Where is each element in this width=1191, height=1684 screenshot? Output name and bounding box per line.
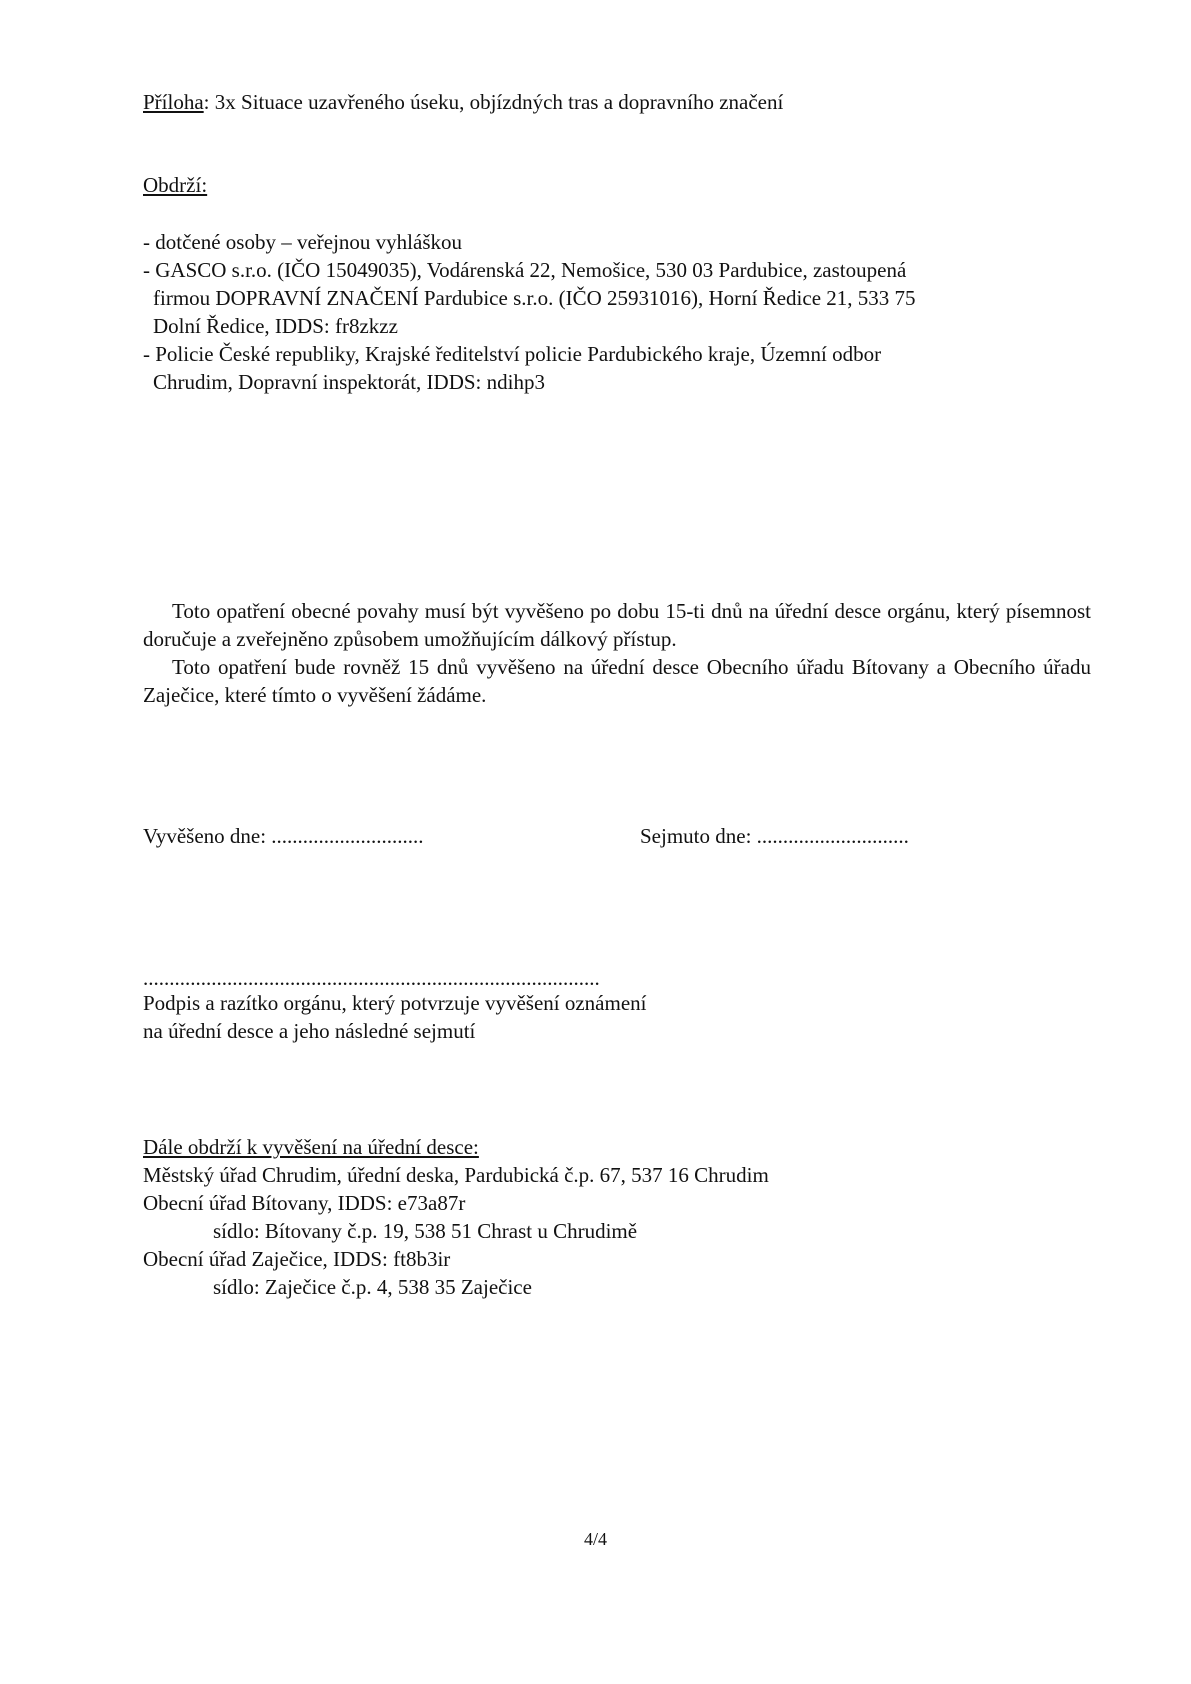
office-line: Obecní úřad Bítovany, IDDS: e73a87r: [143, 1191, 466, 1215]
posted-date-field: Vyvěšeno dne: .............................: [143, 824, 424, 848]
recipient-line: - GASCO s.r.o. (IČO 15049035), Vodárenská 22, Nemošice, 530 03 Pardubice, zastoupená: [143, 258, 907, 282]
page-number: 4/4: [583, 1529, 607, 1549]
recipient-line: - dotčené osoby – veřejnou vyhláškou: [143, 230, 463, 254]
signature-caption: na úřední desce a jeho následné sejmutí: [143, 1019, 476, 1043]
removed-date-field: Sejmuto dne: .............................: [640, 824, 909, 848]
recipient-line: Chrudim, Dopravní inspektorát, IDDS: ndihp3: [153, 370, 545, 394]
office-address: sídlo: Zaječice č.p. 4, 538 35 Zaječice: [213, 1275, 532, 1299]
notice-paragraph: Toto opatření bude rovněž 15 dnů vyvěšeno na úřední desce Obecního úřadu Bítovany a Obecního úřadu Zaječice, které tímto o vyvěšení žádáme.: [143, 655, 1091, 707]
also-receive-heading: Dále obdrží k vyvěšení na úřední desce:: [143, 1135, 479, 1159]
signature-line: .......................................................................................: [143, 966, 600, 990]
recipients-heading: Obdrží:: [143, 173, 208, 197]
office-address: sídlo: Bítovany č.p. 19, 538 51 Chrast u Chrudimě: [213, 1219, 638, 1243]
office-line: Obecní úřad Zaječice, IDDS: ft8b3ir: [143, 1247, 451, 1271]
attachment-label: Příloha: [143, 90, 204, 114]
recipients-list: [143, 228, 1091, 396]
signature-block: [143, 967, 1091, 1045]
recipient-line: - Policie České republiky, Krajské ředitelství policie Pardubického kraje, Územní odbor: [143, 342, 882, 366]
office-line: Městský úřad Chrudim, úřední deska, Pardubická č.p. 67, 537 16 Chrudim: [143, 1163, 769, 1187]
posting-dates: [143, 822, 1091, 850]
recipients-section: [143, 171, 1091, 199]
also-receive-section: [143, 1133, 1091, 1301]
notice-section: [143, 597, 1091, 709]
recipient-line: Dolní Ředice, IDDS: fr8zkzz: [153, 314, 398, 338]
attachment-line: [143, 88, 1091, 116]
signature-caption: Podpis a razítko orgánu, který potvrzuje vyvěšení oznámení: [143, 991, 647, 1015]
notice-paragraph: Toto opatření obecné povahy musí být vyvěšeno po dobu 15-ti dnů na úřední desce orgánu, který písemnost doručuje a zveřejněno způsobem umožňujícím dálkový přístup.: [143, 599, 1091, 651]
recipient-line: firmou DOPRAVNÍ ZNAČENÍ Pardubice s.r.o. (IČO 25931016), Horní Ředice 21, 533 75: [153, 286, 916, 310]
attachment-colon: :: [203, 90, 210, 114]
attachment-text: 3x Situace uzavřeného úseku, objízdných tras a dopravního značení: [209, 90, 784, 114]
